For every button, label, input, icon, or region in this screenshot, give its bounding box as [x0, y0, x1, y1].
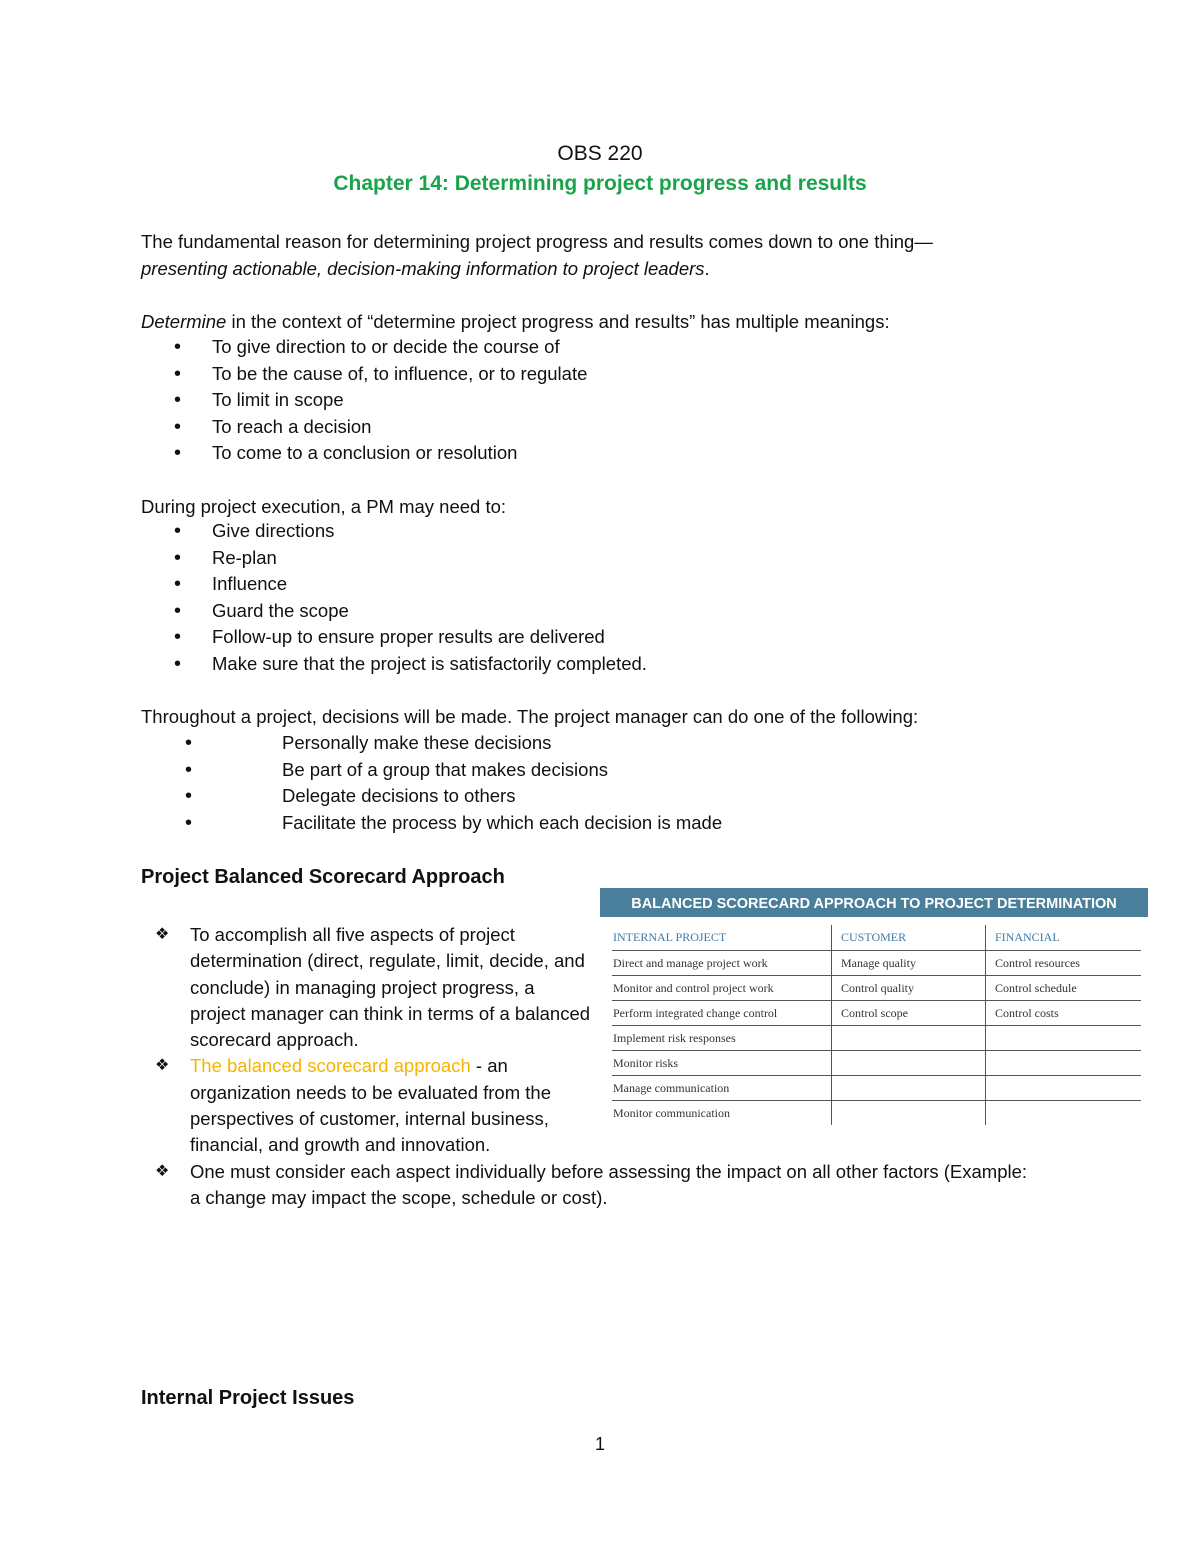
column-header: CUSTOMER [832, 925, 986, 951]
table-cell [832, 1101, 986, 1126]
list-item: • To come to a conclusion or resolution [141, 440, 587, 467]
list-item: • Guard the scope [141, 598, 647, 625]
execution-list [141, 518, 647, 677]
chapter-title: Chapter 14: Determining project progress and results [333, 172, 867, 195]
point-text: To accomplish all five aspects of project determination (direct, regulate, limit, decide, and conclude) in managing project progress, a project manager can think in terms of a balanced scorecard approach. [190, 924, 591, 1051]
column-header: FINANCIAL [986, 925, 1142, 951]
intro-paragraph [141, 228, 1041, 282]
table-cell: Monitor communication [613, 1105, 730, 1120]
table-cell: Monitor and control project work [612, 976, 832, 1001]
scorecard-point-3-wrap [155, 1159, 1035, 1212]
execution-intro: During project execution, a PM may need to: [141, 496, 507, 517]
table-cell: Control resources [986, 951, 1142, 976]
list-item: • Follow-up to ensure proper results are delivered [141, 624, 647, 651]
list-item: • To limit in scope [141, 387, 587, 414]
table-cell: Monitor risks [612, 1051, 832, 1076]
table-row [612, 976, 1141, 1001]
list-item: • Make sure that the project is satisfactorily completed. [141, 651, 647, 678]
table-cell: Control costs [986, 1001, 1142, 1026]
list-item: • To reach a decision [141, 414, 587, 441]
table-cell [986, 1101, 1142, 1126]
course-code: OBS 220 [557, 142, 643, 165]
list-item: • Influence [141, 571, 647, 598]
determine-word: Determine [141, 311, 227, 332]
internal-issues-heading: Internal Project Issues [141, 1387, 355, 1409]
list-item: • Personally make these decisions [141, 730, 722, 757]
list-item: • Be part of a group that makes decisions [141, 757, 722, 784]
point-text: One must consider each aspect individually before assessing the impact on all other factors (Example: a change may impact the scope, schedule or cost). [190, 1161, 1028, 1209]
scorecard-table [612, 925, 1141, 1125]
scorecard-point-3 [155, 1159, 1035, 1212]
decisions-list [141, 730, 722, 836]
diamond-bullet-icon: ❖ [155, 1057, 170, 1075]
scorecard-point-1 [155, 922, 595, 1053]
table-cell: Implement risk responses [612, 1026, 832, 1051]
table-cell: Manage communication [612, 1076, 832, 1101]
table-row [612, 1101, 1141, 1126]
table-cell: Control scope [832, 1001, 986, 1026]
table-header-row [612, 925, 1141, 951]
diamond-bullet-icon: ❖ [155, 1163, 170, 1180]
column-header: INTERNAL PROJECT [612, 925, 832, 951]
intro-end: . [704, 258, 710, 279]
highlight-text: The balanced scorecard approach [190, 1055, 471, 1077]
table-cell: Direct and manage project work [612, 951, 832, 976]
table-cell [832, 1026, 986, 1051]
table-cell [986, 1026, 1142, 1051]
diamond-bullet-icon: ❖ [155, 926, 170, 943]
table-cell: Manage quality [832, 951, 986, 976]
point-text: - an organization needs to be evaluated from the perspectives of customer, internal business, financial, and growth and innovation. [190, 1055, 551, 1156]
scorecard-title: BALANCED SCORECARD APPROACH TO PROJECT DETERMINATION [600, 888, 1148, 917]
table-cell: Control quality [832, 976, 986, 1001]
table-row [612, 1051, 1141, 1076]
scorecard-point-2 [155, 1053, 590, 1158]
table-cell [832, 1076, 986, 1101]
table-row [612, 1076, 1141, 1101]
table-cell [986, 1076, 1142, 1101]
determine-list [141, 334, 587, 467]
scorecard-heading: Project Balanced Scorecard Approach [141, 866, 505, 888]
page-number: 1 [594, 1434, 605, 1454]
list-item: • Re-plan [141, 545, 647, 572]
table-cell [986, 1051, 1142, 1076]
list-item: • Delegate decisions to others [141, 783, 722, 810]
table-row [612, 951, 1141, 976]
list-item: • Facilitate the process by which each decision is made [141, 810, 722, 837]
list-item: • To be the cause of, to influence, or to regulate [141, 361, 587, 388]
list-item: • To give direction to or decide the course of [141, 334, 587, 361]
decisions-intro: Throughout a project, decisions will be made. The project manager can do one of the following: [141, 706, 919, 727]
table-row [612, 1026, 1141, 1051]
table-cell: Control schedule [986, 976, 1142, 1001]
scorecard-figure [600, 888, 1148, 1125]
determine-paragraph [141, 308, 890, 335]
intro-italic: presenting actionable, decision-making information to project leaders [141, 258, 705, 279]
determine-text: in the context of “determine project progress and results” has multiple meanings: [226, 311, 890, 332]
list-item: • Give directions [141, 518, 647, 545]
table-cell [832, 1051, 986, 1076]
scorecard-points [155, 922, 595, 1159]
table-cell: Perform integrated change control [612, 1001, 832, 1026]
table-row [612, 1001, 1141, 1026]
intro-text: The fundamental reason for determining project progress and results comes down to one thing— [141, 231, 933, 252]
